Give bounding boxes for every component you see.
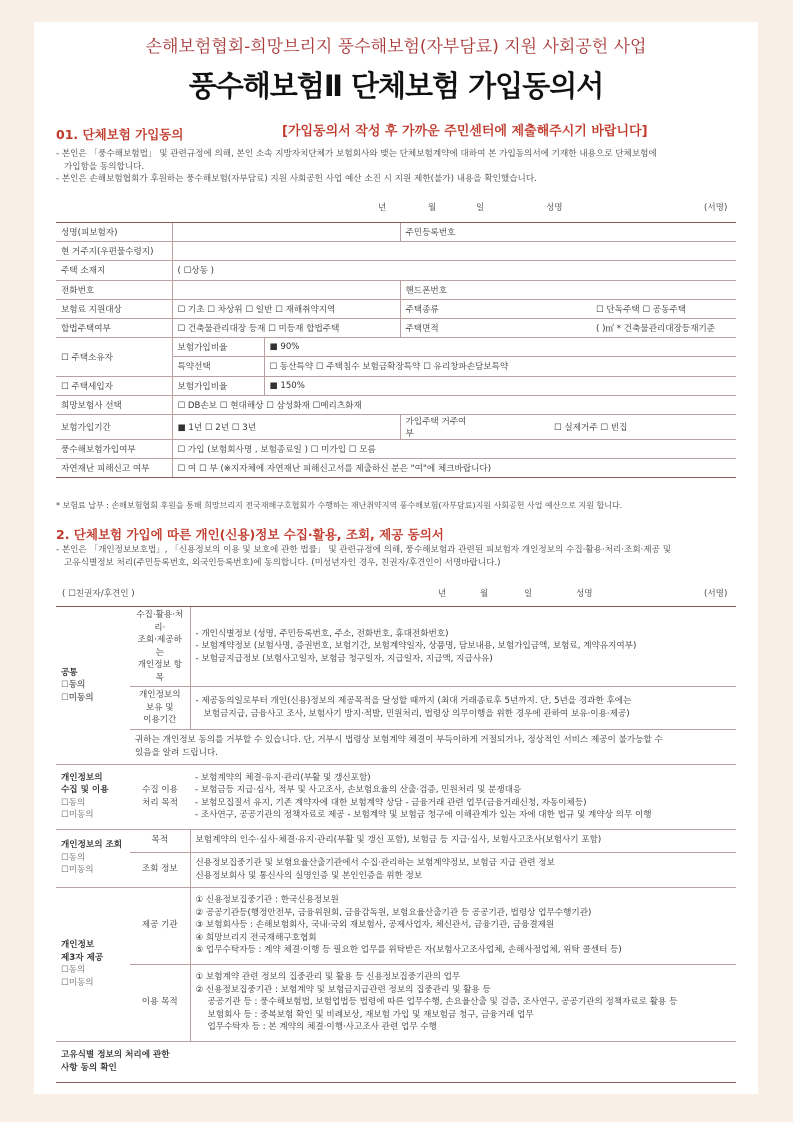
list-item: ④ 희망브리지 전국재해구호협회: [195, 932, 317, 943]
privacy-consent-table: [56, 606, 736, 1083]
reside-options[interactable]: ☐ 실제거주 ☐ 빈집: [478, 414, 736, 439]
sign-seal[interactable]: (서명): [704, 203, 728, 213]
sign-day: 일: [524, 589, 533, 599]
address-field[interactable]: [172, 261, 736, 280]
inquiry-purpose-label: 목적: [130, 829, 190, 852]
guardian-checkbox[interactable]: ( ☐친권자/후견인 ): [62, 589, 135, 599]
housetype-options[interactable]: ☐ 단독주택 ☐ 공동주택: [478, 299, 736, 318]
list-item: ① 신용정보집중기관 : 한국신용정보원: [195, 895, 339, 906]
use-list: [190, 964, 736, 1041]
list-item: 보험회사 등 : 중복보험 확인 및 비례보상, 재보험 가입 및 재보험금 청구, 금융거래 업무: [207, 1009, 534, 1020]
inquiry-agree-checkbox[interactable]: ☐동의: [61, 852, 86, 863]
section2-bullet: - 본인은 「개인정보보호법」, 「신용정보의 이용 및 보호에 관한 법률」 및 관련규정에 의해, 풍수해보험과 관련된 피보험자 개인정보의 수집·활용·처리·조회·제공 및: [56, 545, 672, 555]
collect-agree-checkbox[interactable]: ☐동의: [61, 797, 86, 808]
sign-year: 년: [438, 589, 447, 599]
list-item: 보험금지급, 금융사고 조사, 보험사기 방지·적발, 민원처리, 법령상 의무이행을 위한 경우에 관하여 보유·이용·제공): [203, 708, 630, 719]
list-item: ⑤ 업무수탁자등 : 계약 체결·이행 등 필요한 업무를 위탁받은 자(보험사고조사업체, 손해사정업체, 위탁 콜센터 등): [195, 945, 622, 956]
org-list: [190, 887, 736, 964]
section1-heading: 01. 단체보험 가입동의: [56, 127, 184, 142]
sign-month: 월: [428, 203, 437, 213]
owner-ratio-value: ■ 90%: [264, 338, 736, 357]
enrollment-table: [56, 222, 736, 478]
name-field[interactable]: [172, 223, 400, 242]
section1-footnote: * 보험료 납부 : 손해보험협회 후원을 통해 희망브리지 전국재해구호협회가 수행하는 재난취약지역 풍수해보험(자부담료)지원 사회공헌 사업 예산으로 지원 합니다.: [56, 501, 623, 510]
table-row: [56, 318, 736, 337]
common-label: 공통: [61, 667, 78, 678]
inquiry-purpose: 보험계약의 인수·심사·체결·유지·관리(부활 및 갱신 포함), 보험금 등 지급·심사, 보험사고조사(보험사기 포함): [190, 829, 736, 852]
submit-notice: [가입동의서 작성 후 가까운 주민센터에 제출해주시기 바랍니다]: [282, 124, 648, 139]
common-consent-cell: [56, 607, 130, 765]
list-item: 공공기관 등 : 풍수해보험법, 보험업법등 법령에 따른 업무수행, 손요율산출 및 검증, 조사연구, 공공기관의 정책자료로 활용 등: [207, 997, 678, 1008]
support-options[interactable]: ☐ 기초 ☐ 차상위 ☐ 일반 ☐ 재해취약지역: [172, 299, 400, 318]
table-row: [56, 852, 736, 887]
address-label: 주택 소재지: [56, 261, 172, 280]
period-text: [190, 687, 736, 730]
list-item: 귀하는 개인정보 동의를 거부할 수 있습니다. 단, 거부시 법령상 보험계약 체결이 부득이하게 거절되거나, 정상적인 서비스 제공이 불가능할 수: [135, 735, 663, 745]
table-row: [56, 729, 736, 764]
list-item: ② 신용정보집중기관 : 보험계약 및 보험금지급관련 정보의 집중관리 및 활용 등: [195, 984, 491, 995]
table-row: [56, 223, 736, 242]
table-row: [56, 376, 736, 395]
third-agree-checkbox[interactable]: ☐동의: [61, 965, 86, 975]
consent-form-page: [34, 22, 758, 1094]
sign-seal[interactable]: (서명): [704, 589, 728, 599]
area-label: 주택면적: [400, 318, 478, 337]
sign-month: 월: [480, 589, 489, 599]
tenant-option[interactable]: ☐ 주택세입자: [56, 376, 172, 395]
section2-bullets: [56, 544, 746, 569]
name-label: 성명(피보험자): [56, 223, 172, 242]
refuse-notice: [130, 729, 736, 764]
list-item: - 보험모집질서 유지, 기존 계약자에 대한 보험계약 상담 - 금융거래 관련 업무(금융거래신청, 자동이체등): [195, 797, 587, 808]
items-label: 수집·활용·처리· 조회·제공하는 개인정보 항목: [130, 607, 190, 687]
table-row: [56, 687, 736, 730]
sign-name[interactable]: 성명: [546, 203, 563, 213]
reside-label: 가입주택 거주여부: [400, 414, 478, 439]
section1-bullet: 가입함을 동의합니다.: [64, 161, 145, 172]
residence-label: 현 거주지(우편물수령지): [56, 242, 172, 261]
inquiry-info: [190, 852, 736, 887]
form-subtitle: 손해보험협회-희망브리지 풍수해보험(자부담료) 지원 사회공헌 사업: [145, 37, 647, 57]
list-item: - 개인식별정보 (성명, 주민등록번호, 주소, 전화번호, 휴대전화번호): [195, 628, 449, 639]
use-label: 이용 목적: [130, 964, 190, 1041]
inquiry-info-label: 조회 정보: [130, 852, 190, 887]
form-title: 풍수해보험Ⅱ 단체보험 가입동의서: [188, 69, 604, 103]
phone-field[interactable]: [172, 280, 400, 299]
join-options[interactable]: ☐ 가입 (보험회사명 , 보험종료일 ) ☐ 미가입 ☐ 모름: [172, 439, 736, 458]
third-disagree-checkbox[interactable]: ☐미동의: [61, 977, 94, 988]
table-row: [56, 887, 736, 964]
table-row: [56, 459, 736, 478]
common-disagree-checkbox[interactable]: ☐미동의: [61, 692, 94, 703]
list-item: - 보험계약정보 (보험사명, 증권번호, 보험기간, 보험계약일자, 상품명, 담보내용, 보험가입금액, 보험료, 계약유지여부): [195, 641, 637, 652]
same-address-checkbox[interactable]: ( ☐상동 ): [177, 266, 214, 277]
collect-disagree-checkbox[interactable]: ☐미동의: [61, 810, 94, 820]
table-row: [56, 395, 736, 414]
period-options[interactable]: ■ 1년 ☐ 2년 ☐ 3년: [172, 414, 400, 439]
special-label: 특약선택: [172, 357, 264, 376]
rrn-field[interactable]: [400, 223, 736, 242]
legal-options[interactable]: ☐ 건축물관리대장 등재 ☐ 미등재 합법주택: [172, 318, 400, 337]
sign-day: 일: [476, 203, 485, 213]
list-item: 있음을 알려 드립니다.: [135, 747, 218, 758]
report-label: 자연재난 피해신고 여부: [56, 459, 172, 478]
owner-ratio-label: 보험가입비율: [172, 338, 264, 357]
table-row: [56, 280, 736, 299]
insurer-label: 희망보험사 선택: [56, 395, 172, 414]
third-consent-cell: [56, 887, 130, 1041]
org-label: 제공 기관: [130, 887, 190, 964]
list-item: - 조사연구, 공공기관의 정책자료로 제공 - 보험계약 및 보험금 청구에 이해관계가 있는 자에 대한 법규 및 계약상 의무 이행: [195, 810, 652, 820]
support-label: 보험료 지원대상: [56, 299, 172, 318]
tenant-ratio-label: 보험가입비율: [172, 376, 264, 395]
list-item: - 보험금등 지급·심사, 적부 및 사고조사, 손보험요율의 산출·검증, 민원처리 및 분쟁대응: [195, 785, 522, 795]
period-label: 보험가입기간: [56, 414, 172, 439]
mobile-label: 핸드폰번호: [400, 280, 478, 299]
owner-option[interactable]: ☐ 주택소유자: [56, 338, 172, 376]
inquiry-label: 개인정보의 조회: [61, 840, 123, 851]
list-item: - 제공동의일로부터 개인(신용)정보의 제공목적을 달성할 때까지 (최대 거래종료후 5년까지. 단, 5년을 경과한 후에는: [195, 696, 632, 707]
period-label: 개인정보의 보유 및 이용기간: [130, 687, 190, 730]
table-row: [56, 607, 736, 687]
sign-name[interactable]: 성명: [576, 589, 593, 599]
table-row: [56, 764, 736, 829]
area-field[interactable]: ( )㎡ * 건축물관리대장등재기준: [478, 318, 736, 337]
section1-bullets: [56, 148, 746, 186]
special-options[interactable]: ☐ 동산특약 ☐ 주택침수 보험금확장특약 ☐ 유리창파손담보특약: [264, 357, 736, 376]
inquiry-disagree-checkbox[interactable]: ☐미동의: [61, 865, 94, 876]
legal-label: 합법주택여부: [56, 318, 172, 337]
common-agree-checkbox[interactable]: ☐동의: [61, 680, 86, 690]
collect-consent-cell: [56, 764, 130, 829]
list-item: ② 공공기관등(행정안전부, 금융위원회, 금융감독원, 보험요율산출기관 등 공공기관, 법령상 업무수행기관): [195, 907, 592, 918]
table-row: [56, 261, 736, 280]
table-row: [56, 299, 736, 318]
list-item: - 보험금지급정보 (보험사고일자, 보험금 청구일자, 지급일자, 지급액, 지급사유): [195, 653, 493, 664]
sign-year: 년: [378, 203, 387, 213]
insurer-options[interactable]: ☐ DB손보 ☐ 현대해상 ☐ 삼성화재 ☐메리츠화재: [172, 395, 736, 414]
purpose-label: 수집 이용 처리 목적: [130, 764, 190, 829]
purpose-list: [190, 764, 736, 829]
list-item: ③ 보험회사등 : 손해보험회사, 국내·국외 재보험사, 공제사업자, 체신관서, 금융기관, 금융결제원: [195, 920, 555, 931]
unique-id-field[interactable]: [190, 1041, 736, 1082]
mobile-field[interactable]: [478, 280, 736, 299]
tenant-ratio-value: ■ 150%: [264, 376, 736, 395]
list-item: - 보험계약의 체결·유지·관리(부활 및 갱신포함): [195, 772, 371, 783]
section1-bullet: - 본인은 「풍수해보험법」 및 관련규정에 의해, 본인 소속 지방자치단체가 보험회사와 맺는 단체보험계약에 대하여 본 가입동의서에 기재한 내용으로 단체보험에: [56, 149, 657, 159]
join-label: 풍수해보험가입여부: [56, 439, 172, 458]
list-item: 신용정보회사 및 통신사의 실명인증 및 본인인증을 위한 정보: [195, 870, 423, 881]
table-row: [56, 414, 736, 439]
table-row: [56, 242, 736, 261]
housetype-label: 주택종류: [400, 299, 478, 318]
table-row: [56, 439, 736, 458]
unique-id-label: 고유식별 정보의 처리에 관한 사항 동의 확인: [56, 1041, 190, 1082]
third-label: 개인정보 제3자 제공: [61, 940, 104, 963]
items-list: [190, 607, 736, 687]
inquiry-consent-cell: [56, 829, 130, 887]
phone-label: 전화번호: [56, 280, 172, 299]
table-row: [56, 964, 736, 1041]
rrn-label: 주민등록번호: [405, 228, 456, 239]
list-item: ① 보험계약 관련 정보의 집중관리 및 활용 등 신용정보집중기관의 업무: [195, 972, 461, 983]
collect-label: 개인정보의 수집 및 이용: [61, 772, 109, 795]
residence-field[interactable]: [172, 242, 736, 261]
list-item: 업무수탁자 등 : 본 계약의 체결·이행·사고조사 관련 업무 수행: [207, 1022, 437, 1033]
table-row: [56, 338, 736, 357]
table-row: [56, 829, 736, 852]
section1-bullet: - 본인은 손해보험협회가 후원하는 풍수해보험(자부담료) 지원 사회공헌 사업 예산 소진 시 지원 제한(불가) 내용을 확인했습니다.: [56, 174, 537, 184]
section2-bullet: 고유식별정보 처리(주민등록번호, 외국인등록번호)에 동의합니다. (미성년자인 경우, 친권자/후견인이 서명바랍니다.): [64, 557, 501, 568]
report-options[interactable]: ☐ 여 ☐ 부 (※지자체에 자연재난 피해신고서를 제출하신 분은 "여"에 체크바랍니다): [172, 459, 736, 478]
table-row: [56, 1041, 736, 1082]
section2-heading: 2. 단체보험 가입에 따른 개인(신용)정보 수집·활용, 조회, 제공 동의서: [56, 527, 444, 542]
list-item: 신용정보집중기관 및 보험요율산출기관에서 수집·관리하는 보험계약정보, 보험금 지급 관련 정보: [195, 858, 555, 868]
